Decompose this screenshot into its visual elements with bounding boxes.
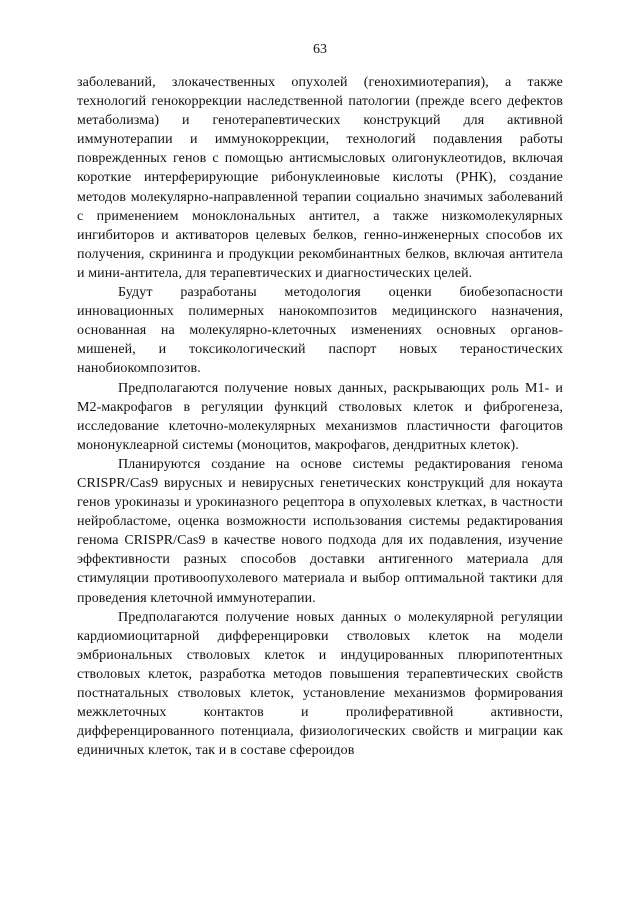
body-text — [77, 73, 563, 760]
paragraph-1: заболеваний, злокачественных опухолей (генохимиотерапия), а также технологий генокоррекции наследственной патологии (прежде всего дефектов метаболизма) и генотерапевтических конструкций для активной иммунотерапии и иммунокоррекции, технологий подавления работы поврежденных генов с помощью антисмысловых олигонуклеотидов, включая короткие интерферирующие рибонуклеиновые кислоты (РНК), создание методов молекулярно-направленной терапии социально значимых заболеваний с применением моноклональных антител, а также низкомолекулярных ингибиторов и активаторов целевых белков, генно-инженерных способов их получения, скрининга и продукции рекомбинантных белков, включая антитела и мини-антитела, для терапевтических и диагностических целей. — [77, 75, 563, 281]
paragraph-2: Будут разработаны методология оценки биобезопасности инновационных полимерных нанокомпозитов медицинского назначения, основанная на молекулярно-клеточных изменениях основных органов-мишеней, и токсикологический паспорт новых тераностических нанобиокомпозитов. — [77, 285, 563, 377]
page-number: 63 — [313, 42, 327, 57]
paragraph-4: Планируются создание на основе системы редактирования генома CRISPR/Cas9 вирусных и невирусных генетических конструкций для нокаута генов урокиназы и урокиназного рецептора в опухолевых клетках, в частности нейробластоме, оценка возможности использования системы редактирования генома CRISPR/Cas9 в качестве нового подхода для их подавления, изучение эффективности разных способов доставки антигенного материала для стимуляции противоопухолевого материала и выбор оптимальной тактики для проведения клеточной иммунотерапии. — [77, 456, 563, 606]
paragraph-3: Предполагаются получение новых данных, раскрывающих роль М1- и М2-макрофагов в регуляции функций стволовых клеток и фиброгенеза, исследование клеточно-молекулярных механизмов пластичности фагоцитов мононуклеарной системы (моноцитов, макрофагов, дендритных клеток). — [77, 380, 563, 453]
paragraph-5: Предполагаются получение новых данных о молекулярной регуляции кардиомиоцитарной дифференцировки стволовых клеток на модели эмбриональных стволовых клеток и индуцированных плюрипотентных стволовых клеток, разработка методов повышения терапевтических свойств постнатальных стволовых клеток, установление механизмов формирования межклеточных контактов и пролиферативной активности, дифференцированного потенциала, физиологических свойств и миграции как единичных клеток, так и в составе сфероидов — [77, 609, 563, 759]
